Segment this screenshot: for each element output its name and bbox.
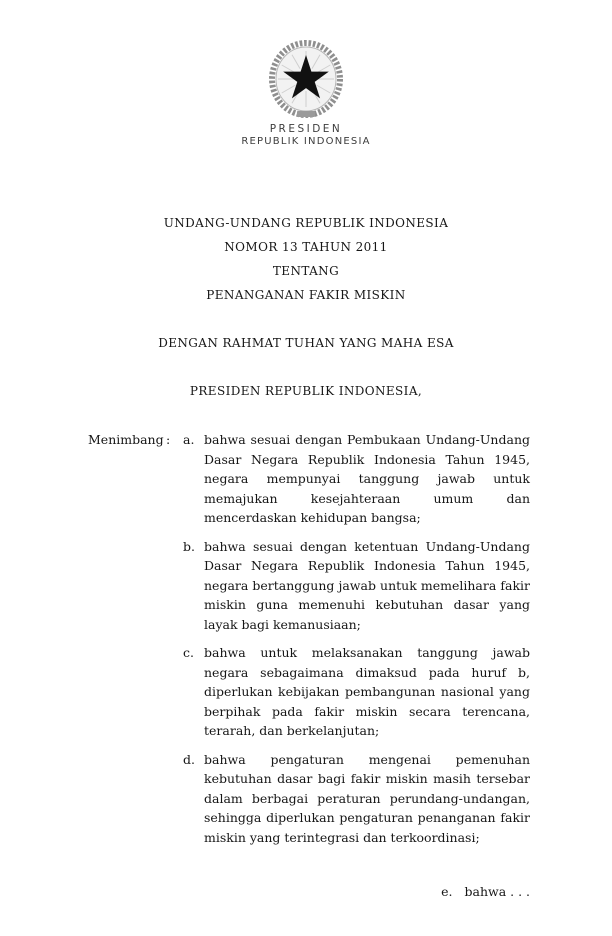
catchword-text: bahwa . . . (464, 884, 530, 899)
considering-label: Menimbang (88, 432, 164, 447)
letterhead-presiden: PRESIDEN (269, 123, 343, 135)
considering-item-c (183, 643, 530, 741)
item-text: bahwa sesuai dengan Pembukaan Undang-Undang Dasar Negara Republik Indonesia Tahun 1945, negara mempunyai tanggung jawab untuk memajukan kesejahteraan umum dan mencerdaskan kehidupan bangsa; (204, 432, 530, 525)
letterhead (0, 38, 612, 147)
presidential-seal-icon (263, 38, 349, 120)
document-title (0, 216, 612, 312)
considering-item-d (183, 750, 530, 848)
considering-section (88, 430, 530, 856)
letterhead-republik-indonesia: REPUBLIK INDONESIA (241, 136, 371, 147)
catchword-letter: e. (441, 884, 453, 899)
item-text: bahwa pengaturan mengenai pemenuhan kebutuhan dasar bagi fakir miskin masih tersebar dalam berbagai peraturan perundang-undangan, sehingga diperlukan pengaturan penanganan fakir miskin yang terintegrasi dan terkoordinasi; (204, 751, 530, 845)
considering-item-b (183, 537, 530, 635)
page-catchword (441, 884, 530, 899)
item-text: bahwa untuk melaksanakan tanggung jawab negara sebagaimana dimaksud pada huruf b, diperlukan kebijakan pembangunan nasional yang berpihak pada fakir miskin secara terencana, terarah, dan berkelanjutan; (204, 645, 530, 738)
item-letter: c. (183, 645, 194, 660)
title-law-number: NOMOR 13 TAHUN 2011 (224, 240, 388, 254)
invocation-line: DENGAN RAHMAT TUHAN YANG MAHA ESA (158, 336, 454, 350)
item-letter: b. (183, 538, 195, 554)
title-law-name: UNDANG-UNDANG REPUBLIK INDONESIA (163, 216, 449, 230)
considering-items (183, 430, 530, 856)
item-letter: a. (183, 432, 195, 447)
item-letter: d. (183, 751, 195, 767)
considering-colon: : (166, 432, 171, 447)
authority-line: PRESIDEN REPUBLIK INDONESIA, (189, 384, 423, 398)
item-text: bahwa sesuai dengan ketentuan Undang-Undang Dasar Negara Republik Indonesia Tahun 1945, negara bertanggung jawab untuk memelihara fakir miskin guna memenuhi kebutuhan dasar yang layak bagi kemanusiaan; (204, 538, 530, 632)
considering-item-a (183, 430, 530, 528)
title-tentang: TENTANG (272, 264, 340, 278)
title-subject: PENANGANAN FAKIR MISKIN (206, 288, 406, 302)
